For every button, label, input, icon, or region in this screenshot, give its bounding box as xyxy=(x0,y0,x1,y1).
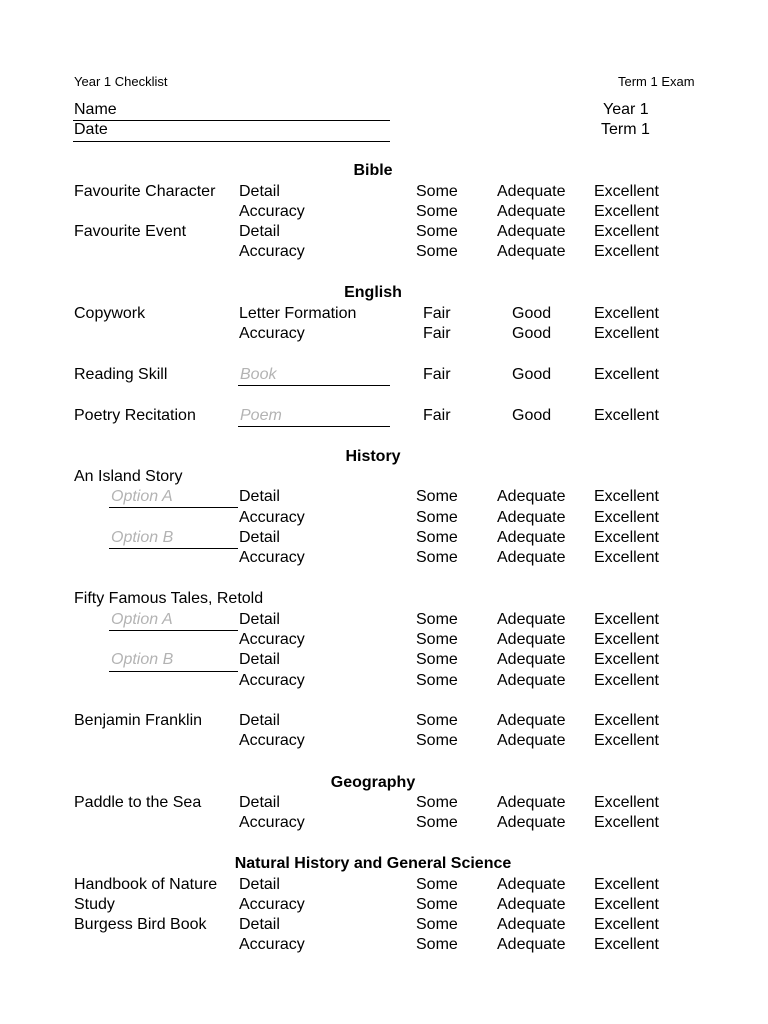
date-label: Date xyxy=(74,121,108,138)
rating-some[interactable]: Some xyxy=(416,876,458,893)
rating-fair[interactable]: Fair xyxy=(423,407,451,424)
poem-line xyxy=(238,426,390,427)
item-label: Fifty Famous Tales, Retold xyxy=(74,590,264,607)
rating-some[interactable]: Some xyxy=(416,611,458,628)
rating-adequate[interactable]: Adequate xyxy=(497,814,566,831)
criterion-label: Accuracy xyxy=(239,243,305,260)
rating-adequate[interactable]: Adequate xyxy=(497,732,566,749)
rating-some[interactable]: Some xyxy=(416,243,458,260)
option-b-field[interactable]: Option B xyxy=(111,529,174,546)
criterion-label: Detail xyxy=(239,916,280,933)
rating-adequate[interactable]: Adequate xyxy=(497,223,566,240)
rating-adequate[interactable]: Adequate xyxy=(497,611,566,628)
rating-some[interactable]: Some xyxy=(416,509,458,526)
rating-excellent[interactable]: Excellent xyxy=(594,305,659,322)
rating-good[interactable]: Good xyxy=(512,305,552,322)
rating-adequate[interactable]: Adequate xyxy=(497,529,566,546)
term-label: Term 1 xyxy=(601,121,650,138)
rating-some[interactable]: Some xyxy=(416,549,458,566)
criterion-label: Letter Formation xyxy=(239,305,357,322)
book-field[interactable]: Book xyxy=(240,366,277,383)
rating-fair[interactable]: Fair xyxy=(423,305,451,322)
rating-excellent[interactable]: Excellent xyxy=(594,529,659,546)
criterion-label: Accuracy xyxy=(239,814,305,831)
rating-some[interactable]: Some xyxy=(416,794,458,811)
rating-some[interactable]: Some xyxy=(416,651,458,668)
option-b-line xyxy=(109,548,238,549)
rating-excellent[interactable]: Excellent xyxy=(594,407,659,424)
criterion-label: Accuracy xyxy=(239,936,305,953)
section-title-english: English xyxy=(344,284,402,301)
rating-excellent[interactable]: Excellent xyxy=(594,203,659,220)
book-line xyxy=(238,385,390,386)
criterion-label: Detail xyxy=(239,183,280,200)
rating-some[interactable]: Some xyxy=(416,672,458,689)
option-a-line xyxy=(109,630,238,631)
rating-some[interactable]: Some xyxy=(416,223,458,240)
rating-excellent[interactable]: Excellent xyxy=(594,896,659,913)
item-label: An Island Story xyxy=(74,468,183,485)
option-a-field[interactable]: Option A xyxy=(111,611,173,628)
rating-adequate[interactable]: Adequate xyxy=(497,549,566,566)
option-b-field[interactable]: Option B xyxy=(111,651,174,668)
poem-field[interactable]: Poem xyxy=(240,407,282,424)
rating-adequate[interactable]: Adequate xyxy=(497,672,566,689)
item-label: Copywork xyxy=(74,305,146,322)
rating-some[interactable]: Some xyxy=(416,936,458,953)
rating-excellent[interactable]: Excellent xyxy=(594,814,659,831)
criterion-label: Accuracy xyxy=(239,732,305,749)
rating-some[interactable]: Some xyxy=(416,631,458,648)
rating-excellent[interactable]: Excellent xyxy=(594,876,659,893)
item-label: Poetry Recitation xyxy=(74,407,196,424)
criterion-label: Detail xyxy=(239,794,280,811)
rating-good[interactable]: Good xyxy=(512,325,552,342)
item-label: Favourite Event xyxy=(74,223,187,240)
rating-good[interactable]: Good xyxy=(512,407,552,424)
rating-excellent[interactable]: Excellent xyxy=(594,223,659,240)
section-title-history: History xyxy=(345,448,401,465)
item-label: Handbook of Nature xyxy=(74,876,218,893)
item-label: Benjamin Franklin xyxy=(74,712,203,729)
rating-excellent[interactable]: Excellent xyxy=(594,509,659,526)
header-right: Term 1 Exam xyxy=(618,74,695,89)
criterion-label: Detail xyxy=(239,651,280,668)
criterion-label: Detail xyxy=(239,712,280,729)
rating-excellent[interactable]: Excellent xyxy=(594,936,659,953)
section-title-bible: Bible xyxy=(353,162,393,179)
rating-excellent[interactable]: Excellent xyxy=(594,651,659,668)
criterion-label: Detail xyxy=(239,529,280,546)
rating-adequate[interactable]: Adequate xyxy=(497,936,566,953)
rating-excellent[interactable]: Excellent xyxy=(594,672,659,689)
rating-excellent[interactable]: Excellent xyxy=(594,549,659,566)
rating-fair[interactable]: Fair xyxy=(423,366,451,383)
rating-some[interactable]: Some xyxy=(416,203,458,220)
criterion-label: Accuracy xyxy=(239,896,305,913)
rating-some[interactable]: Some xyxy=(416,712,458,729)
rating-adequate[interactable]: Adequate xyxy=(497,896,566,913)
rating-excellent[interactable]: Excellent xyxy=(594,732,659,749)
rating-some[interactable]: Some xyxy=(416,732,458,749)
rating-excellent[interactable]: Excellent xyxy=(594,794,659,811)
rating-some[interactable]: Some xyxy=(416,529,458,546)
option-b-line xyxy=(109,671,238,672)
rating-adequate[interactable]: Adequate xyxy=(497,631,566,648)
header-left: Year 1 Checklist xyxy=(74,74,168,89)
rating-some[interactable]: Some xyxy=(416,488,458,505)
rating-some[interactable]: Some xyxy=(416,896,458,913)
rating-adequate[interactable]: Adequate xyxy=(497,183,566,200)
section-title-geography: Geography xyxy=(330,774,416,791)
rating-excellent[interactable]: Excellent xyxy=(594,488,659,505)
rating-adequate[interactable]: Adequate xyxy=(497,916,566,933)
rating-adequate[interactable]: Adequate xyxy=(497,794,566,811)
rating-excellent[interactable]: Excellent xyxy=(594,366,659,383)
rating-fair[interactable]: Fair xyxy=(423,325,451,342)
criterion-label: Detail xyxy=(239,488,280,505)
item-label: Study xyxy=(74,896,115,913)
criterion-label: Accuracy xyxy=(239,203,305,220)
name-line[interactable] xyxy=(73,120,390,121)
rating-good[interactable]: Good xyxy=(512,366,552,383)
name-label: Name xyxy=(74,101,117,118)
rating-excellent[interactable]: Excellent xyxy=(594,611,659,628)
item-label: Paddle to the Sea xyxy=(74,794,202,811)
item-label: Burgess Bird Book xyxy=(74,916,207,933)
criterion-label: Accuracy xyxy=(239,631,305,648)
item-label: Favourite Character xyxy=(74,183,216,200)
rating-excellent[interactable]: Excellent xyxy=(594,916,659,933)
rating-excellent[interactable]: Excellent xyxy=(594,325,659,342)
rating-adequate[interactable]: Adequate xyxy=(497,651,566,668)
rating-excellent[interactable]: Excellent xyxy=(594,631,659,648)
rating-adequate[interactable]: Adequate xyxy=(497,509,566,526)
rating-adequate[interactable]: Adequate xyxy=(497,243,566,260)
date-line[interactable] xyxy=(73,141,390,142)
rating-some[interactable]: Some xyxy=(416,916,458,933)
rating-some[interactable]: Some xyxy=(416,814,458,831)
rating-adequate[interactable]: Adequate xyxy=(497,488,566,505)
rating-some[interactable]: Some xyxy=(416,183,458,200)
rating-excellent[interactable]: Excellent xyxy=(594,712,659,729)
rating-excellent[interactable]: Excellent xyxy=(594,183,659,200)
criterion-label: Accuracy xyxy=(239,549,305,566)
criterion-label: Detail xyxy=(239,223,280,240)
rating-adequate[interactable]: Adequate xyxy=(497,203,566,220)
criterion-label: Accuracy xyxy=(239,672,305,689)
criterion-label: Detail xyxy=(239,876,280,893)
rating-adequate[interactable]: Adequate xyxy=(497,712,566,729)
criterion-label: Detail xyxy=(239,611,280,628)
section-title-nature: Natural History and General Science xyxy=(234,855,512,872)
year-label: Year 1 xyxy=(603,101,649,118)
criterion-label: Accuracy xyxy=(239,509,305,526)
criterion-label: Accuracy xyxy=(239,325,305,342)
option-a-line xyxy=(109,507,238,508)
rating-adequate[interactable]: Adequate xyxy=(497,876,566,893)
item-label: Reading Skill xyxy=(74,366,168,383)
rating-excellent[interactable]: Excellent xyxy=(594,243,659,260)
option-a-field[interactable]: Option A xyxy=(111,488,173,505)
